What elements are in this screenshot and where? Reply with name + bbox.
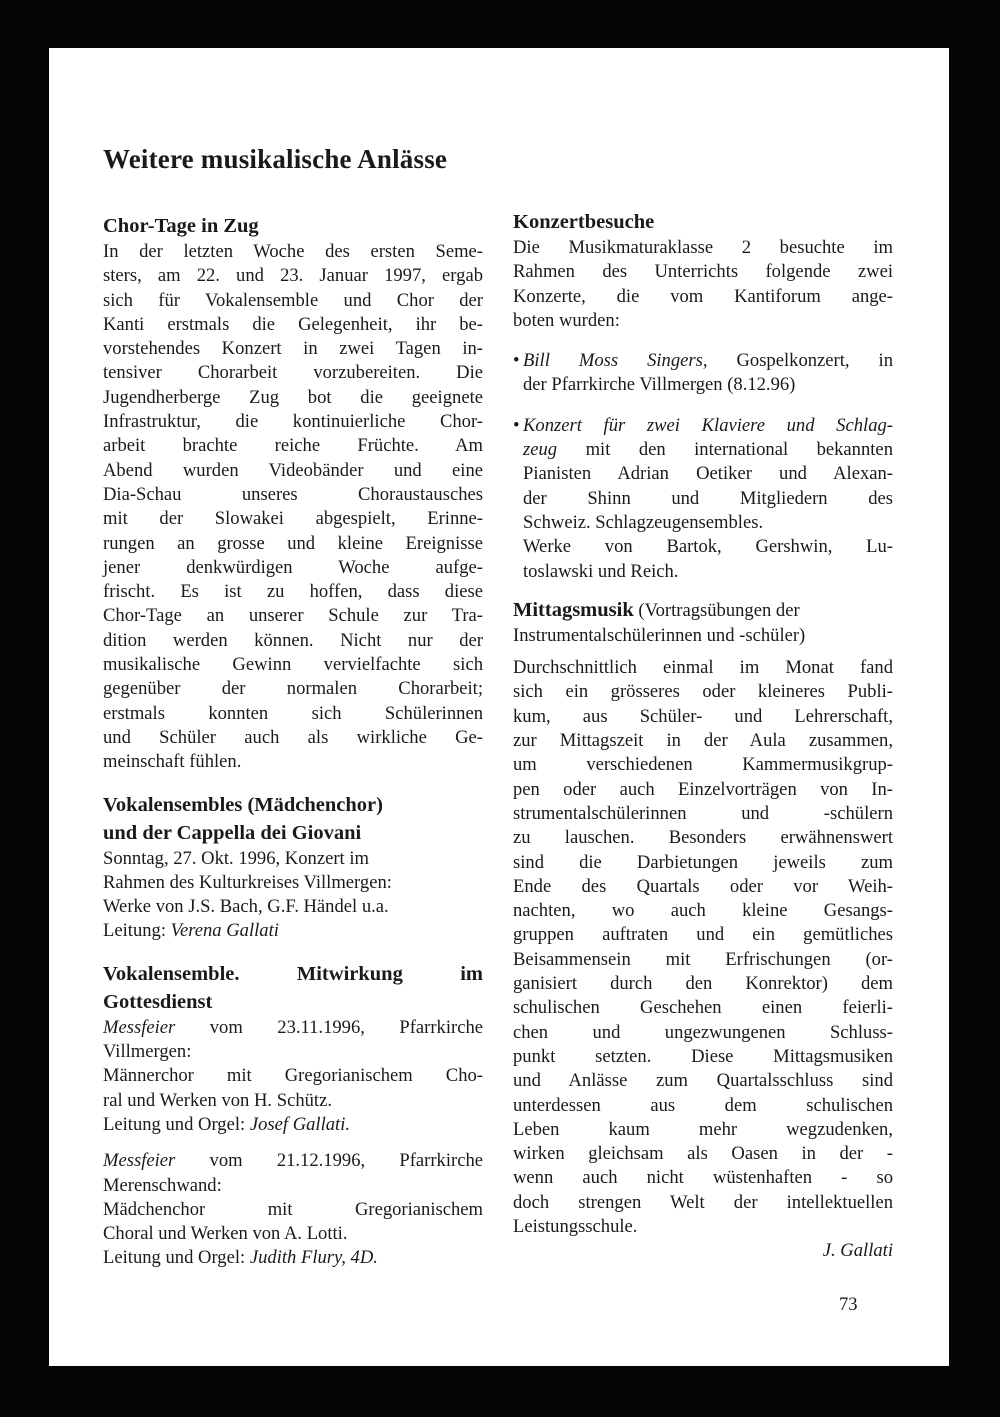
text-line: Beisammensein mit Erfrischungen (or-: [513, 948, 893, 970]
text-line: Konzert für zwei Klaviere und Schlag-: [523, 414, 893, 436]
text-line: wirken gleichsam als Oasen in der -: [513, 1143, 893, 1165]
text-line: Kanti erstmals die Gelegenheit, ihr be-: [103, 313, 483, 335]
text-line: Durchschnittlich einmal im Monat fand: [513, 657, 893, 679]
text-line: Messfeier vom 23.11.1996, Pfarrkirche: [103, 1016, 483, 1038]
section-heading: Konzertbesuche: [513, 211, 655, 233]
text-line: musikalische Gewinn vervielfachte sich: [103, 654, 483, 676]
text-line: kum, aus Schüler- und Lehrerschaft,: [513, 705, 893, 727]
text-line: sich für Vokalensemble und Chor der: [103, 289, 483, 311]
section-heading: Gottesdienst: [103, 990, 213, 1013]
text-line: schulischen Geschehen einen feierli-: [513, 997, 893, 1019]
text-line: vorstehendes Konzert in zwei Tagen in-: [103, 338, 483, 360]
section-gottesdienst: [103, 960, 483, 1271]
text-line: toslawski und Reich.: [523, 560, 679, 582]
text-line: Ende des Quartals oder vor Weih-: [513, 875, 893, 897]
text-line: boten wurden:: [513, 309, 620, 331]
page-number: 73: [839, 1294, 858, 1315]
text-line: Werke von J.S. Bach, G.F. Händel u.a.: [103, 896, 389, 918]
text-line: sters, am 22. und 23. Januar 1997, ergab: [103, 265, 483, 287]
text-line: Leitung und Orgel: Josef Gallati.: [103, 1113, 351, 1135]
text-line: unterdessen aus dem schulischen: [513, 1094, 893, 1116]
text-line: wenn auch nicht wüstenhaften - so: [513, 1167, 893, 1189]
text-line: zeug mit den international bekannten: [523, 439, 893, 461]
text-line: punkt setzten. Diese Mittagsmusiken: [513, 1045, 893, 1067]
text-line: sind die Darbietungen jeweils zum: [513, 851, 893, 873]
text-line: Bill Moss Singers, Gospelkonzert, in: [523, 350, 893, 372]
section-heading: Chor-Tage in Zug: [103, 215, 259, 237]
text-line: dition werden können. Nicht nur der: [103, 629, 483, 651]
bullet-icon: •: [513, 350, 520, 372]
list-item: [513, 349, 893, 398]
text-line: Chor-Tage an unserer Schule zur Tra-: [103, 605, 483, 627]
text-line: arbeit brachte reiche Früchte. Am: [103, 435, 483, 457]
text-line: Leitung und Orgel: Judith Flury, 4D.: [103, 1247, 378, 1269]
text-line: Rahmen des Kulturkreises Villmergen:: [103, 871, 392, 893]
event-entry: [103, 1016, 483, 1137]
text-line: Choral und Werken von A. Lotti.: [103, 1223, 348, 1245]
section-vokalensembles: [103, 791, 483, 944]
text-line: meinschaft fühlen.: [103, 751, 242, 773]
text-line: Merenschwand:: [103, 1174, 222, 1196]
conductor-name: Josef Gallati.: [249, 1113, 351, 1135]
text-line: ganisiert durch den Konrektor) dem: [513, 973, 893, 995]
text-line: jener denkwürdigen Woche aufge-: [103, 556, 483, 578]
text-line: und Schüler auch als wirkliche Ge-: [103, 726, 483, 748]
text-line: pen oder auch Einzelvorträgen von In-: [513, 778, 893, 800]
author-signature: J. Gallati: [822, 1240, 893, 1262]
text-line: In der letzten Woche des ersten Seme-: [103, 241, 483, 262]
text-line: Sonntag, 27. Okt. 1996, Konzert im: [103, 847, 369, 869]
text-line: nachten, wo auch kleine Gesangs-: [513, 900, 893, 922]
text-line: frischt. Es ist zu hoffen, dass diese: [103, 581, 483, 603]
text-line: ral und Werken von H. Schütz.: [103, 1089, 332, 1111]
text-line: Rahmen des Unterrichts folgende zwei: [513, 261, 893, 283]
conductor-name: Verena Gallati: [170, 920, 279, 942]
text-line: Die Musikmaturaklasse 2 besuchte im: [513, 237, 893, 258]
text-line: Männerchor mit Gregorianischem Cho-: [103, 1065, 483, 1087]
text-line: rungen an grosse und kleine Ereignisse: [103, 532, 483, 554]
section-body: [103, 240, 483, 775]
conductor-name: Judith Flury, 4D.: [249, 1247, 378, 1269]
event-entry: [103, 1149, 483, 1270]
section-heading: Vokalensembles (Mädchenchor): [103, 793, 383, 816]
document-page: [49, 48, 949, 1366]
text-line: Messfeier vom 21.12.1996, Pfarrkirche: [103, 1150, 483, 1172]
text-line: Leben kaum mehr wegzudenken,: [513, 1118, 893, 1140]
text-line: Mädchenchor mit Gregorianischem: [103, 1198, 483, 1220]
text-line: Leistungsschule.: [513, 1215, 638, 1237]
section-chor-tage: [103, 212, 483, 775]
text-line: chen und ungezwungenen Schluss-: [513, 1021, 893, 1043]
text-line: Leitung: Verena Gallati: [103, 920, 279, 942]
text-line: der Pfarrkirche Villmergen (8.12.96): [523, 374, 796, 396]
text-line: sich ein grösseres oder kleineres Publi-: [513, 681, 893, 703]
right-column: [513, 208, 893, 1264]
text-line: Villmergen:: [103, 1041, 192, 1063]
text-line: strumentalschülerinnen und -schülern: [513, 802, 893, 824]
text-line: tensiver Chorarbeit vorzubereiten. Die: [103, 362, 483, 384]
text-line: gegenüber der normalen Chorarbeit;: [103, 678, 483, 700]
section-heading: Vokalensemble. Mitwirkung im: [103, 962, 483, 985]
text-line: Schweiz. Schlagzeugensembles.: [523, 511, 764, 533]
text-line: und Anlässe zum Quartalsschluss sind: [513, 1070, 893, 1092]
text-line: zu lauschen. Besonders erwähnenswert: [513, 827, 893, 849]
section-subheading: Instrumentalschülerinnen und -schüler): [513, 624, 806, 646]
section-heading: Mittagsmusik (Vortragsübungen der: [513, 598, 800, 621]
bullet-icon: •: [513, 414, 520, 436]
text-line: zur Mittagszeit in der Aula zusammen,: [513, 730, 893, 752]
text-line: Jugendherberge Zug bot die geeignete: [103, 386, 483, 408]
text-line: Werke von Bartok, Gershwin, Lu-: [523, 536, 893, 558]
text-line: Dia-Schau unseres Choraustausches: [103, 483, 483, 505]
page-title: Weitere musikalische Anlässe: [103, 144, 448, 174]
text-line: Infrastruktur, die kontinuierliche Chor-: [103, 411, 483, 433]
text-line: doch strengen Welt der intellektuellen: [513, 1191, 893, 1213]
text-line: Pianisten Adrian Oetiker und Alexan-: [523, 463, 893, 485]
text-line: erstmals konnten sich Schülerinnen: [103, 702, 483, 724]
text-line: mit der Slowakei abgespielt, Erinne-: [103, 508, 483, 530]
section-heading: und der Cappella dei Giovani: [103, 821, 362, 844]
text-line: Konzerte, die vom Kantiforum ange-: [513, 285, 893, 307]
text-line: der Shinn und Mitgliedern des: [523, 487, 893, 509]
section-konzertbesuche: [513, 208, 893, 584]
section-mittagsmusik: [513, 596, 893, 1264]
text-line: gruppen auftraten und ein gemütliches: [513, 924, 893, 946]
left-column: [103, 212, 483, 1271]
list-item: [513, 414, 893, 584]
text-line: um verschiedenen Kammermusikgrup-: [513, 754, 893, 776]
text-line: Abend wurden Videobänder und eine: [103, 459, 483, 481]
